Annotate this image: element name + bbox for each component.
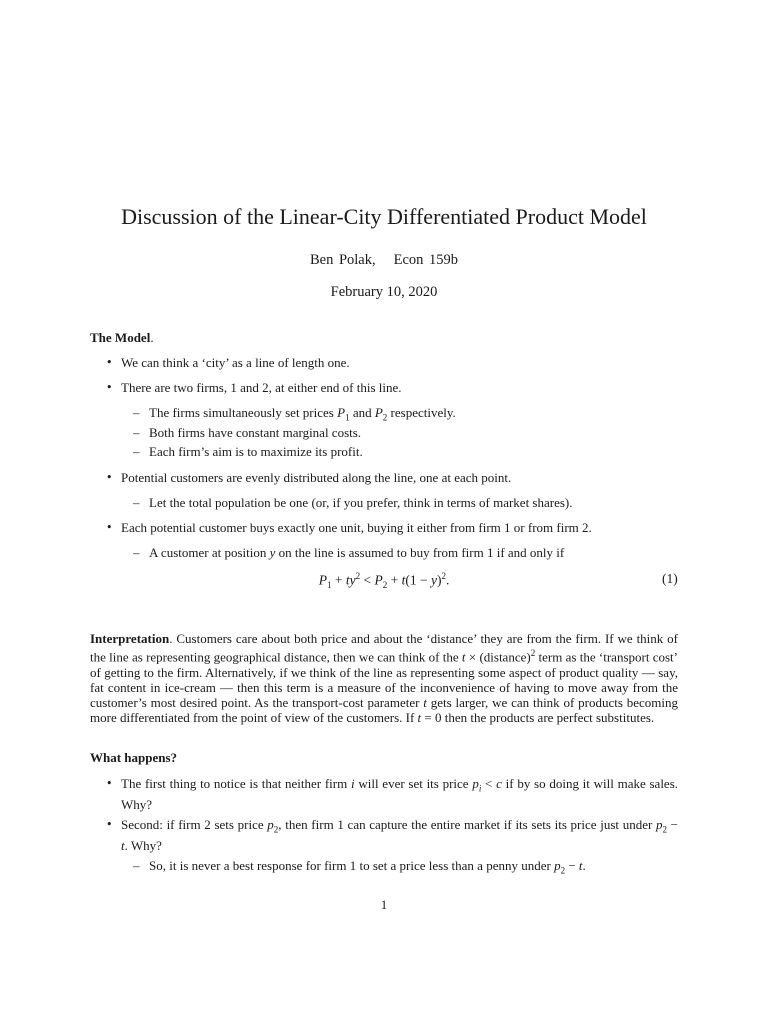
dash-icon: – — [133, 545, 140, 560]
model-bullet-purchase: Each potential customer buys exactly one unit, buying it either from firm 1 or from firm 2. — [121, 520, 592, 535]
model-sub-costs: Both firms have constant marginal costs. — [149, 425, 362, 440]
model-bullet-customers: Potential customers are evenly distributed along the line, one at each point. — [121, 470, 512, 485]
what-bullet-price-floor: The first thing to notice is that neither firm i will ever set its price $p_i < c$ if by so doing it will make sales. Why? — [121, 776, 679, 813]
dash-icon: – — [133, 495, 140, 510]
bullet-icon: • — [106, 818, 113, 831]
equation-1: $P_1 + ty^2 < P_2 + t(1 - y)^2$. — [318, 571, 450, 591]
model-sub-prices: The firms simultaneously set prices $P_1$ and $P_2$ respectively. — [149, 405, 456, 423]
author-name: Ben Polak, — [309, 252, 376, 268]
author-line — [0, 252, 768, 269]
model-bullet-firms: There are two firms, 1 and 2, at either end of this line. — [121, 380, 402, 395]
paper-date: February 10, 2020 — [330, 284, 438, 300]
what-bullet-capture-market: Second: if firm 2 sets price $p_2$, then firm 1 can capture the entire market if its sets its price just under $p_2 - t$. Why? — [121, 817, 678, 854]
bullet-icon: • — [106, 521, 113, 534]
section-heading-what-happens: What happens? — [90, 750, 178, 765]
bullet-icon: • — [106, 777, 113, 790]
section-heading-model: The Model. — [90, 330, 154, 345]
what-sub-best-response: So, it is never a best response for firm 1 to set a price less than a penny under $p_2 - t$. — [149, 858, 586, 876]
course-name: Econ 159b — [393, 252, 459, 268]
dash-icon: – — [133, 425, 140, 440]
interpretation-paragraph: Interpretation. Customers care about both price and about the ‘distance’ they are from the firm. If we think of the line as representing geographical distance, then we can think of the t × (distance)$^2$ term as the ‘transport cost’ of getting to the firm. Alternatively, if we think of the line as representing some aspect of product quality — say, fat content in ice-cream — then this term is a measure of the inconvenience of having to move away from the customer’s most desired point. As the transport-cost parameter t gets larger, we can think of products becoming more differentiated from the point of view of the customers. If t = 0 then the products are perfect substitutes. — [90, 631, 679, 726]
dash-icon: – — [133, 405, 140, 420]
paper-title: Discussion of the Linear-City Differentiated Product Model — [121, 204, 647, 229]
model-sub-profit: Each firm’s aim is to maximize its profit. — [149, 444, 363, 459]
model-bullet-city: We can think a ‘city’ as a line of length one. — [121, 355, 350, 370]
section-heading-interpretation: Interpretation — [90, 631, 170, 646]
page-number: 1 — [380, 897, 388, 912]
dash-icon: – — [133, 858, 140, 873]
bullet-icon: • — [106, 356, 113, 369]
bullet-icon: • — [106, 471, 113, 484]
model-sub-population: Let the total population be one (or, if you prefer, think in terms of market shares). — [149, 495, 573, 510]
model-sub-position: A customer at position y on the line is assumed to buy from firm 1 if and only if — [149, 545, 565, 560]
dash-icon: – — [133, 444, 140, 459]
equation-number: (1) — [662, 571, 678, 586]
bullet-icon: • — [106, 381, 113, 394]
